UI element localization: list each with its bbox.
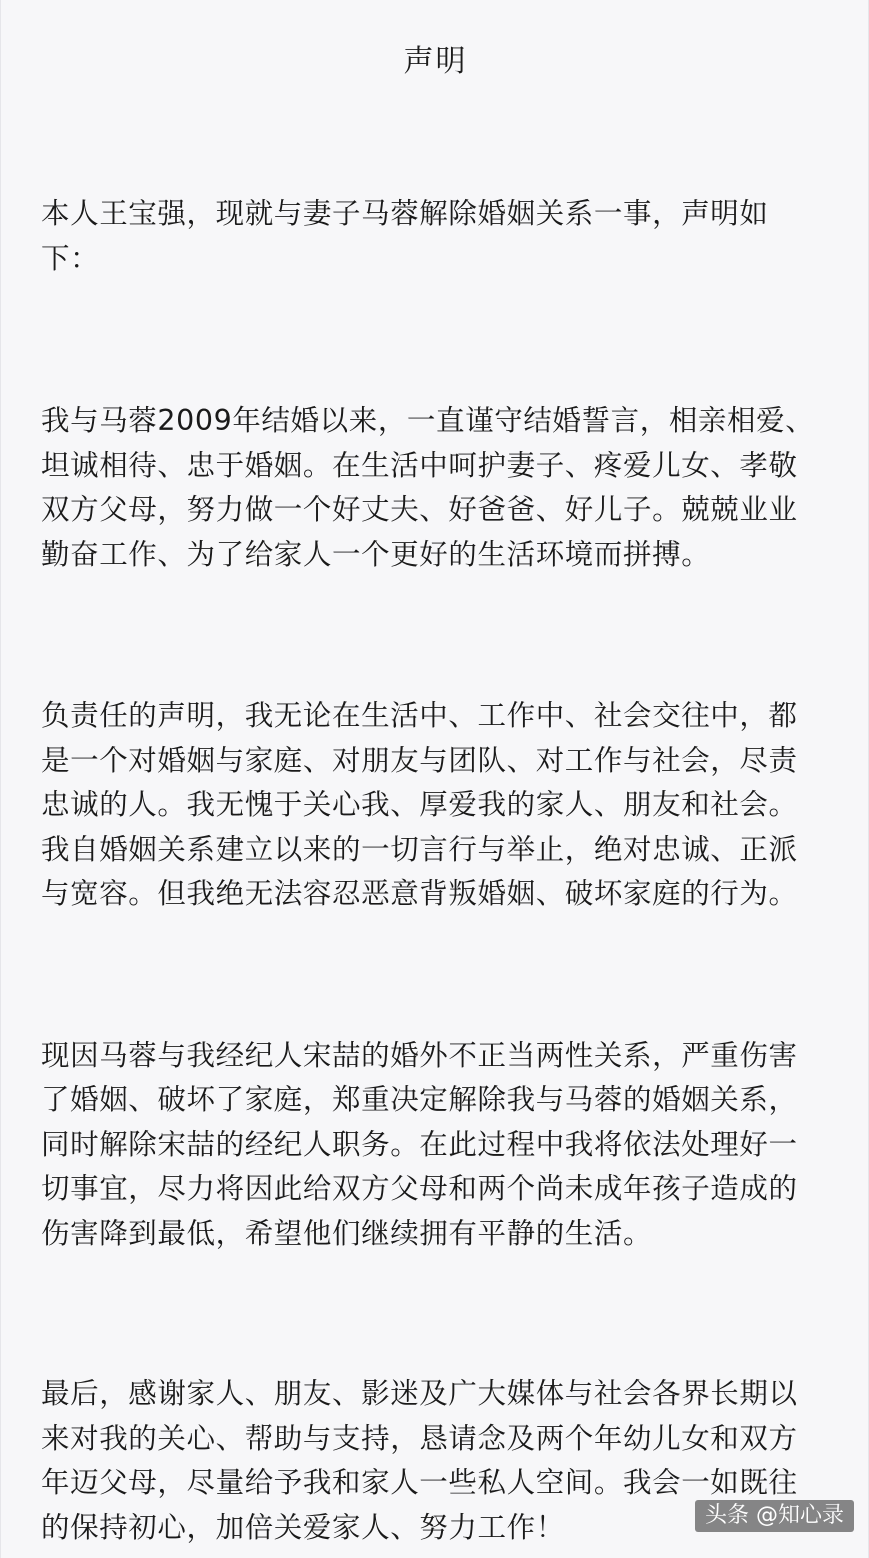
text-line: 双方父母，努力做一个好丈夫、好爸爸、好儿子。兢兢业业 xyxy=(41,493,798,526)
paragraph-responsibility xyxy=(41,694,841,917)
text-line: 了婚姻、破坏了家庭，郑重决定解除我与马蓉的婚姻关系， xyxy=(41,1083,798,1116)
text-line: 负责任的声明，我无论在生活中、工作中、社会交往中，都 xyxy=(41,699,798,732)
source-watermark: 头条 @知心录 xyxy=(695,1500,854,1532)
text-line: 坦诚相待、忠于婚姻。在生活中呵护妻子、疼爱儿女、孝敬 xyxy=(41,448,798,482)
text-line: 我与马蓉2009年结婚以来，一直谨守结婚誓言，相亲相爱、 xyxy=(41,404,815,437)
text-line: 勤奋工作、为了给家人一个更好的生活环境而拼搏。 xyxy=(41,537,711,571)
paragraph-marriage xyxy=(41,399,841,577)
text-line: 忠诚的人。我无愧于关心我、厚爱我的家人、朋友和社会。 xyxy=(41,788,798,821)
text-line: 最后，感谢家人、朋友、影迷及广大媒体与社会各界长期以 xyxy=(41,1377,798,1410)
text-line: 来对我的关心、帮助与支持，恳请念及两个年幼儿女和双方 xyxy=(41,1421,798,1455)
document-title: 声明 xyxy=(403,44,468,79)
document-body xyxy=(41,192,841,1550)
text-line: 我自婚姻关系建立以来的一切言行与举止，绝对忠诚、正派 xyxy=(41,832,798,866)
paragraph-intro xyxy=(41,192,841,281)
text-line: 的保持初心，加倍关爱家人、努力工作！ xyxy=(41,1510,565,1544)
text-line: 年迈父母，尽量给予我和家人一些私人空间。我会一如既往 xyxy=(41,1466,798,1499)
text-line: 切事宜，尽力将因此给双方父母和两个尚未成年孩子造成的 xyxy=(41,1172,798,1205)
text-line: 下： xyxy=(41,241,100,275)
text-line: 与宽容。但我绝无法容忍恶意背叛婚姻、破坏家庭的行为。 xyxy=(41,877,798,910)
text-line: 同时解除宋喆的经纪人职务。在此过程中我将依法处理好一 xyxy=(41,1127,798,1161)
text-line: 现因马蓉与我经纪人宋喆的婚外不正当两性关系，严重伤害 xyxy=(41,1038,798,1072)
text-line: 是一个对婚姻与家庭、对朋友与团队、对工作与社会，尽责 xyxy=(41,743,798,777)
text-line: 本人王宝强，现就与妻子马蓉解除婚姻关系一事，声明如 xyxy=(41,197,769,230)
paragraph-decision xyxy=(41,1034,841,1257)
text-line: 伤害降到最低，希望他们继续拥有平静的生活。 xyxy=(41,1216,653,1250)
